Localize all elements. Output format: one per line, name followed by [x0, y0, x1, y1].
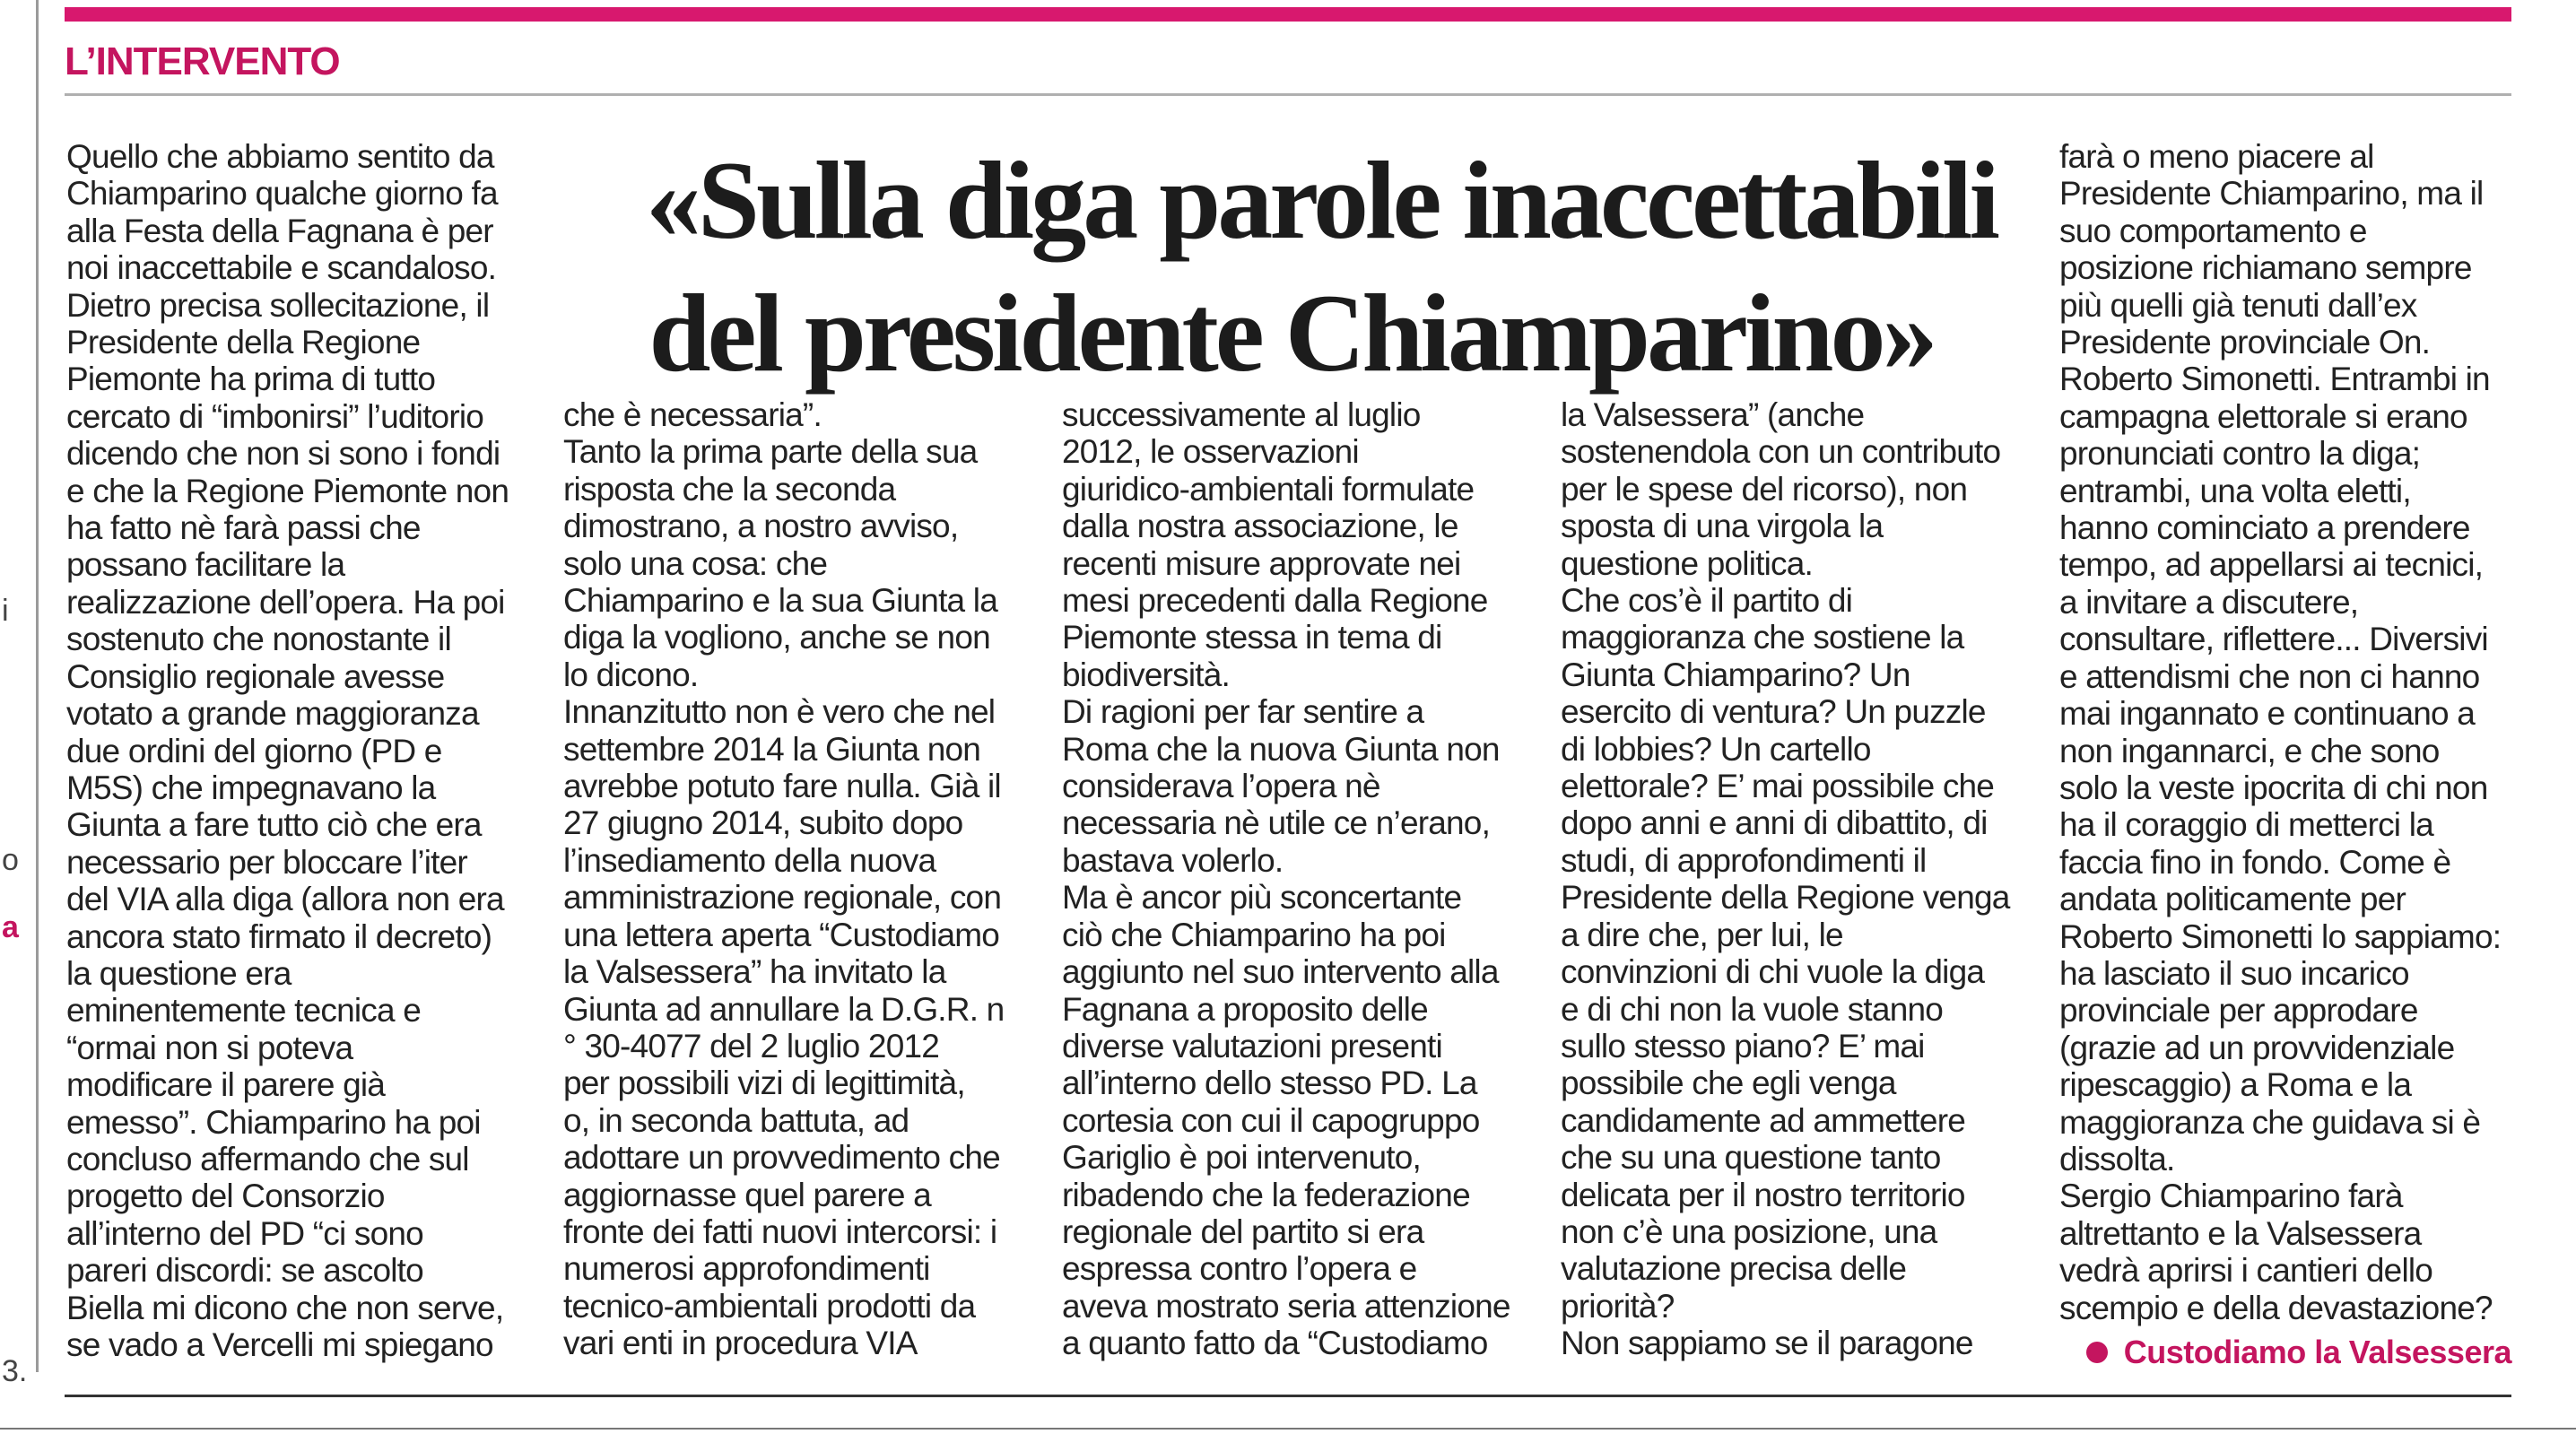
text-line: fronte dei fatti nuovi intercorsi: i — [563, 1212, 997, 1250]
text-line: Gariglio è poi intervenuto, — [1062, 1139, 1422, 1177]
text-line: Piemonte ha prima di tutto — [66, 361, 436, 398]
text-line: Presidente provinciale On. — [2059, 324, 2431, 361]
text-line: per le spese del ricorso), non — [1561, 470, 1968, 508]
bottom-rule — [65, 1395, 2511, 1397]
text-line: elettorale? E’ mai possibile che — [1561, 768, 1995, 805]
text-line: maggioranza che guidava si è — [2059, 1103, 2481, 1141]
text-line: possano facilitare la — [66, 546, 345, 584]
text-line: necessaria nè utile ce n’erano, — [1062, 804, 1491, 842]
text-line: solo una cosa: che — [563, 544, 828, 582]
page-edge-rule — [0, 1428, 2576, 1430]
text-line: 2012, le osservazioni — [1062, 433, 1359, 471]
text-line: vedrà aprirsi i cantieri dello — [2059, 1252, 2433, 1290]
text-line: aveva mostrato seria attenzione — [1062, 1287, 1510, 1325]
text-line: adottare un provvedimento che — [563, 1139, 1000, 1177]
text-line: dicendo che non si sono i fondi — [66, 435, 500, 473]
text-line: “ormai non si poteva — [66, 1029, 353, 1066]
text-line: dalla nostra associazione, le — [1062, 508, 1458, 545]
text-line: sposta di una virgola la — [1561, 508, 1884, 545]
article-column-5 — [2059, 138, 2526, 1326]
text-line: Ma è ancor più sconcertante — [1062, 879, 1462, 917]
text-line: e di chi non la vuole stanno — [1561, 990, 1944, 1028]
text-line: la Valsessera” (anche — [1561, 396, 1865, 433]
margin-fragment: a — [2, 910, 19, 944]
text-line: posizione richiamano sempre — [2059, 249, 2472, 287]
text-line: se vado a Vercelli mi spiegano — [66, 1326, 493, 1363]
text-line: ha lasciato il suo incarico — [2059, 954, 2409, 992]
text-line: andata politicamente per — [2059, 881, 2406, 918]
text-line: Tanto la prima parte della sua — [563, 433, 978, 471]
text-line: due ordini del giorno (PD e — [66, 732, 442, 769]
article-column-3 — [1062, 396, 1528, 1362]
text-line: Chiamparino e la sua Giunta la — [563, 582, 998, 620]
text-line: M5S) che impegnavano la — [66, 769, 436, 806]
text-line: successivamente al luglio — [1062, 396, 1421, 433]
text-line: noi inaccettabile e scandaloso. — [66, 249, 497, 287]
text-line: regionale del partito si era — [1062, 1212, 1424, 1250]
text-line: espressa contro l’opera e — [1062, 1250, 1417, 1288]
text-line: delicata per il nostro territorio — [1561, 1176, 1965, 1213]
headline-line: del presidente Chiamparino» — [648, 272, 1935, 395]
text-line: realizzazione dell’opera. Ha poi — [66, 583, 505, 621]
text-line: all’interno dello stesso PD. La — [1062, 1065, 1477, 1102]
text-line: esercito di ventura? Un puzzle — [1561, 693, 1986, 731]
text-line: convinzioni di chi vuole la diga — [1561, 953, 1985, 991]
text-line: non c’è una posizione, una — [1561, 1212, 1937, 1250]
text-line: priorità? — [1561, 1287, 1675, 1325]
text-line: necessario per bloccare l’iter — [66, 843, 467, 881]
text-line: Roma che la nuova Giunta non — [1062, 730, 1500, 768]
text-line: votato a grande maggioranza — [66, 695, 479, 733]
text-line: campagna elettorale si erano — [2059, 397, 2467, 435]
text-line: cortesia con cui il capogruppo — [1062, 1101, 1480, 1139]
text-line: maggioranza che sostiene la — [1561, 619, 1964, 656]
page-gutter-rule — [36, 0, 39, 1372]
text-line: diverse valutazioni presenti — [1062, 1027, 1442, 1065]
text-line: farà o meno piacere al — [2059, 138, 2374, 175]
text-line: aggiornasse quel parere a — [563, 1176, 931, 1213]
text-line: faccia fino in fondo. Come è — [2059, 843, 2451, 881]
text-line: Sergio Chiamparino farà — [2059, 1178, 2403, 1215]
text-line: Giunta a fare tutto ciò che era — [66, 806, 482, 844]
article-column-4 — [1561, 396, 2027, 1362]
text-line: ribadendo che la federazione — [1062, 1176, 1470, 1213]
text-line: progetto del Consorzio — [66, 1178, 385, 1215]
text-line: altrettanto e la Valsessera — [2059, 1214, 2422, 1252]
text-line: scempio e della devastazione? — [2059, 1289, 2493, 1326]
text-line: e che la Regione Piemonte non — [66, 472, 509, 509]
article-column-1 — [66, 138, 533, 1363]
text-line: cercato di “imbonirsi” l’uditorio — [66, 397, 484, 435]
text-line: Presidente Chiamparino, ma il — [2059, 175, 2484, 213]
text-line: entrambi, una volta eletti, — [2059, 472, 2411, 509]
headline-line: «Sulla diga parole inaccettabili — [646, 139, 1997, 262]
section-label: L’INTERVENTO — [65, 39, 340, 83]
text-line: consultare, riflettere... Diversivi — [2059, 621, 2488, 658]
text-line: modificare il parere già — [66, 1066, 386, 1104]
margin-fragment: o — [2, 843, 19, 877]
text-line: sostenuto che nonostante il — [66, 621, 451, 658]
text-line: hanno cominciato a prendere — [2059, 509, 2470, 547]
text-line: che è necessaria”. — [563, 396, 822, 433]
text-line: Presidente della Regione venga — [1561, 879, 2010, 917]
text-line: 27 giugno 2014, subito dopo — [563, 804, 963, 842]
text-line: aggiunto nel suo intervento alla — [1062, 953, 1499, 991]
text-line: studi, di approfondimenti il — [1561, 841, 1927, 879]
text-line: la Valsessera” ha invitato la — [563, 953, 946, 991]
text-line: questione politica. — [1561, 544, 1813, 582]
article-column-2 — [563, 396, 1030, 1362]
text-line: per possibili vizi di legittimità, — [563, 1065, 965, 1102]
text-line: una lettera aperta “Custodiamo — [563, 916, 1000, 953]
article-headline — [646, 135, 1997, 400]
text-line: mesi precedenti dalla Regione — [1062, 582, 1488, 620]
text-line: suo comportamento e — [2059, 212, 2367, 249]
text-line: ° 30-4077 del 2 luglio 2012 — [563, 1027, 940, 1065]
text-line: Di ragioni per far sentire a — [1062, 693, 1424, 731]
text-line: Roberto Simonetti. Entrambi in — [2059, 361, 2490, 398]
text-line: settembre 2014 la Giunta non — [563, 730, 981, 768]
text-line: ha il coraggio di metterci la — [2059, 806, 2433, 844]
text-line: Presidente della Regione — [66, 324, 421, 361]
text-line: sullo stesso piano? E’ mai — [1561, 1027, 1925, 1065]
text-line: ha fatto nè farà passi che — [66, 509, 421, 547]
text-line: ciò che Chiamparino ha poi — [1062, 916, 1446, 953]
text-line: a quanto fatto da “Custodiamo — [1062, 1325, 1488, 1362]
text-line: pareri discordi: se ascolto — [66, 1252, 423, 1290]
text-line: Non sappiamo se il paragone — [1561, 1325, 1973, 1362]
text-line: a dire che, per lui, le — [1561, 916, 1843, 953]
text-line: tempo, ad appellarsi ai tecnici, — [2059, 546, 2484, 584]
text-line: Chiamparino qualche giorno fa — [66, 175, 498, 213]
text-line: l’insediamento della nuova — [563, 841, 936, 879]
text-line: amministrazione regionale, con — [563, 879, 1002, 917]
text-line: più quelli già tenuti dall’ex — [2059, 286, 2417, 324]
text-line: la questione era — [66, 954, 292, 992]
text-line: ancora stato firmato il decreto) — [66, 917, 492, 955]
text-line: considerava l’opera nè — [1062, 768, 1380, 805]
text-line: Giunta ad annullare la D.G.R. n — [563, 990, 1005, 1028]
text-line: ripescaggio) a Roma e la — [2059, 1066, 2412, 1104]
text-line: risposta che la seconda — [563, 470, 896, 508]
text-line: provinciale per approdare — [2059, 992, 2418, 1030]
text-line: del VIA alla diga (allora non era — [66, 881, 504, 918]
text-line: valutazione precisa delle — [1561, 1250, 1907, 1288]
text-line: pronunciati contro la diga; — [2059, 435, 2421, 473]
text-line: giuridico-ambientali formulate — [1062, 470, 1475, 508]
text-line: Giunta Chiamparino? Un — [1561, 656, 1910, 693]
text-line: Dietro precisa sollecitazione, il — [66, 286, 490, 324]
text-line: emesso”. Chiamparino ha poi — [66, 1103, 481, 1141]
bullet-dot-icon — [2086, 1342, 2108, 1363]
text-line: solo la veste ipocrita di chi non — [2059, 769, 2488, 806]
text-line: mai ingannato e continuano a — [2059, 695, 2476, 733]
text-line: Piemonte stessa in tema di — [1062, 619, 1442, 656]
text-line: avrebbe potuto fare nulla. Già il — [563, 768, 1001, 805]
text-line: Roberto Simonetti lo sappiamo: — [2059, 917, 2502, 955]
text-line: bastava volerlo. — [1062, 841, 1284, 879]
text-line: concluso affermando che sul — [66, 1140, 469, 1178]
text-line: e attendismi che non ci hanno — [2059, 657, 2480, 695]
top-accent-bar — [65, 7, 2511, 22]
text-line: Biella mi dicono che non serve, — [66, 1289, 504, 1326]
text-line: biodiversità. — [1062, 656, 1231, 693]
text-line: dimostrano, a nostro avviso, — [563, 508, 959, 545]
text-line: Che cos’è il partito di — [1561, 582, 1853, 620]
text-line: possibile che egli venga — [1561, 1065, 1896, 1102]
text-line: all’interno del PD “ci sono — [66, 1214, 423, 1252]
signature-text: Custodiamo la Valsessera — [2123, 1334, 2511, 1370]
text-line: sostenendola con un contributo — [1561, 433, 2001, 471]
section-rule — [65, 93, 2511, 96]
text-line: che su una questione tanto — [1561, 1139, 1941, 1177]
text-line: Quello che abbiamo sentito da — [66, 138, 494, 175]
text-line: vari enti in procedura VIA — [563, 1325, 918, 1362]
text-line: recenti misure approvate nei — [1062, 544, 1461, 582]
text-line: lo dicono. — [563, 656, 699, 693]
text-line: Innanzitutto non è vero che nel — [563, 693, 996, 731]
text-line: eminentemente tecnica e — [66, 992, 422, 1030]
article-signature — [2086, 1334, 2511, 1371]
text-line: Fagnana a proposito delle — [1062, 990, 1428, 1028]
text-line: o, in seconda battuta, ad — [563, 1101, 909, 1139]
text-line: non ingannarci, e che sono — [2059, 732, 2440, 769]
margin-fragment: 3. — [2, 1354, 28, 1388]
text-line: di lobbies? Un cartello — [1561, 730, 1871, 768]
text-line: dopo anni e anni di dibattito, di — [1561, 804, 1988, 842]
text-line: dissolta. — [2059, 1140, 2175, 1178]
text-line: tecnico-ambientali prodotti da — [563, 1287, 976, 1325]
text-line: (grazie ad un provvidenziale — [2059, 1029, 2455, 1066]
text-line: a invitare a discutere, — [2059, 583, 2359, 621]
margin-fragment: i — [2, 594, 9, 628]
text-line: candidamente ad ammettere — [1561, 1101, 1965, 1139]
text-line: diga la vogliono, anche se non — [563, 619, 990, 656]
text-line: numerosi approfondimenti — [563, 1250, 930, 1288]
text-line: Consiglio regionale avesse — [66, 657, 445, 695]
text-line: alla Festa della Fagnana è per — [66, 212, 493, 249]
